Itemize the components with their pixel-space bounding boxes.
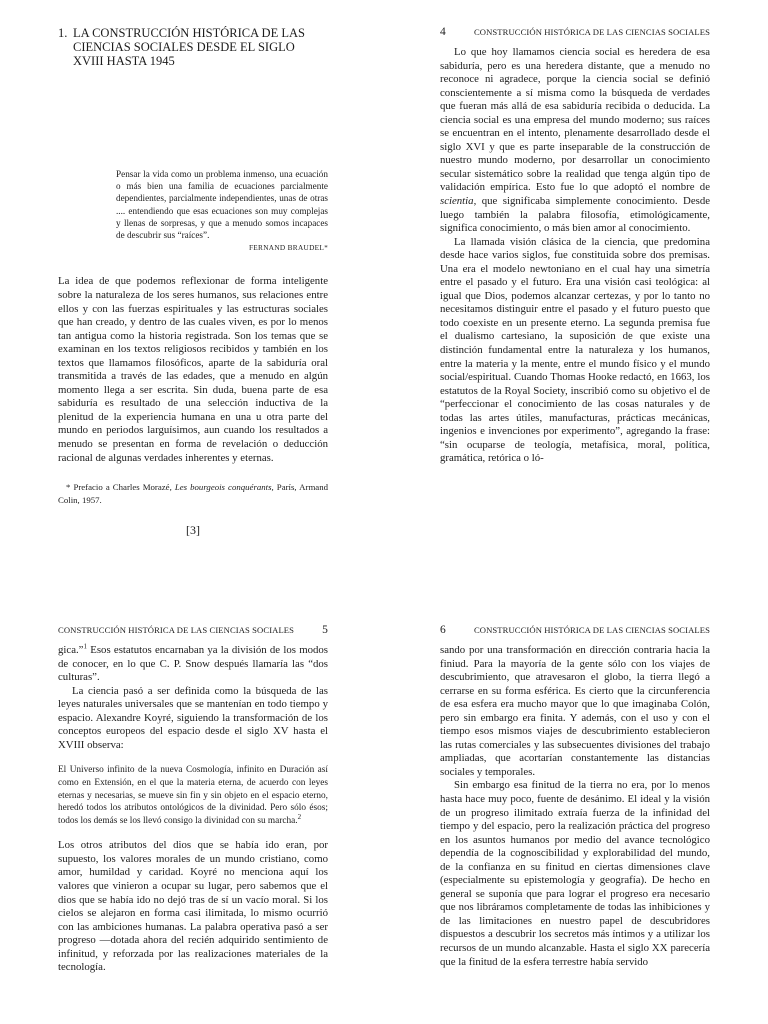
paragraph: La llamada visión clásica de la ciencia, que predomina desde hace varios siglos, fue constituida sobre dos premisas. Una era el modelo newtoniano en el cual hay una simetría entre el pasado y el futuro. Era una visión casi teológica: al igual que Dios, podemos alcanzar certezas, y por lo tanto no necesitamos distinguir entre el pasado y el futuro puesto que todo coexiste en un presente eterno. La segunda premisa fue el dualismo cartesiano, la suposición de que existe una distinción fundamental entre la naturaleza y los humanos, entre la materia y la mente, entre el mundo físico y el mundo social/espiritual. Cuando Thomas Hooke redactó, en 1663, los estatutos de la Royal Society, inscribió como su objetivo el de “perfeccionar el conocimiento de las cosas naturales y de todas las artes útiles, manufacturas, prácticas mecánicas, ingenios e invenciones por experimento”, agregando la frase: “sin ocuparse de teología, metafísica, moral, política, gramática, retórica o ló- [440,235,710,465]
paragraph: La idea de que podemos reflexionar de forma inteligente sobre la naturaleza de los seres humanos, sus relaciones entre ellos y con las fuerzas espirituales y las estructuras sociales que han creado, y dentro de las cuales viven, es por lo menos tan antigua como la historia registrada. Son los temas que se examinan en los textos religiosos recibidos y también en los textos que llamamos filosóficos, aparte de la sabiduría oral transmitida a través de las edades, que a menudo en algún momento llega a ser escrita. Sin duda, buena parte de esa sabiduría es resultado de una selección inductiva de la plenitud de la experiencia humana en una u otra parte del mundo en periodos larguísimos, aun cuando los resultados a menudo se presentan en forma de revelación o deducción racional de algunas verdades inherentes y eternas. [58,275,328,464]
epigraph-author [116,242,328,254]
paragraph: La ciencia pasó a ser definida como la búsqueda de las leyes naturales universales que se mantenían en todo tiempo y espacio. Alexandre Koyré, siguiendo la transformación de los conceptos europeos del espacio desde el siglo XV hasta el XVIII observa: [58,684,328,751]
quote-text: El Universo infinito de la nueva Cosmología, infinito en Duración así como en Extensión, en el que la materia eterna, de acuerdo con leyes eternas y necesarias, se mueve sin fin y sin objeto en el espacio eterno, heredó todos los atributos ontológicos de la divinidad. Pero sólo ésos; todos los demás se los llevó consigo la divinidad con su marcha. [58,765,328,826]
paragraph-text: que significaba simplemente conocimiento. Desde luego también la palabra filosofía, etimológicamente, significa conocimiento, o más bien amor al conocimiento. [440,195,710,235]
running-header [58,624,328,636]
epigraph [116,168,328,254]
paragraph: Sin embargo esa finitud de la tierra no era, por lo menos hasta hace muy poco, fuente de desánimo. El ideal y la visión de un progreso ilimitado extraía fuerza de la infinidad del tiempo y del espacio, pero la realización práctica del progreso en los asuntos humanos por medio del avance tecnológico dependía de la cognoscibilidad y explorabilidad del mundo, de la confianza en su finitud en ciertas dimensiones clave (especialmente su epistemología y geografía). De hecho en general se suponía que para lograr el progreso era necesario que nos libráramos completamente de todas las inhibiciones y de las limitaciones en nuestro papel de descubridores dispuestos a descubrir los secretos más íntimos y a utilizar los recursos de un mundo alcanzable. Hasta el siglo XX parecería que la finitud de la esfera terrestre había servido [440,779,710,968]
page-number: 4 [440,26,446,38]
running-head-title: CONSTRUCCIÓN HISTÓRICA DE LAS CIENCIAS SOCIALES [58,625,295,635]
page-4 [440,26,710,586]
footnote-book-title: Les bourgeois conquérants, [174,482,274,493]
paragraph [58,644,328,685]
page-number: 5 [322,624,328,636]
italic-term: scientia, [440,195,477,208]
paragraph-text: gica.” [58,644,84,656]
paragraph [440,46,710,236]
page-5 [58,624,328,1024]
paragraph: Los otros atributos del dios que se había ido eran, por supuesto, los valores morales de un mundo cristiano, como amor, humildad y caridad. Koyré no menciona aquí los valores que vinieron a ocupar su lugar, pero sabemos que el dios que se había ido no dejó tras de sí un vacío moral. Si los cielos se alejaron en forma casi ilimitada, lo mismo ocurrió con las ambiciones humanas. La palabra operativa pasó a ser progreso —dotada ahora del recién adquirido sentimiento de infinitud, y reforzada por las realizaciones materiales de la tecnología. [58,839,328,974]
running-head-title: CONSTRUCCIÓN HISTÓRICA DE LAS CIENCIAS SOCIALES [473,27,710,37]
page-3 [58,26,328,586]
page-6 [440,624,710,1024]
paragraph: sando por una transformación en dirección contraria hacia la finiud. Para la mayoría de la gente sólo con los viajes de descubrimiento, que atravesaron el globo, la tierra llegó a cerrarse en su forma esférica. Es cierto que la circunferencia de esa esfera era mucho mayor que lo que imaginaba Colón, pero sin embargo era finita. Y además, con el uso y con el tiempo esos mismos viajes de descubrimiento establecieron las rutas comerciales y las subsecuentes divisiones del trabajo ampliadas, que acortarían constantemente las distancias sociales y temporales. [440,644,710,778]
epigraph-author-name: FERNAND BRAUDEL [248,243,325,253]
page-number: 6 [440,624,446,636]
footnote-text-post: París, Armand Colin, 1957. [58,482,328,506]
chapter-number: 1. [58,26,68,40]
paragraph-text: Lo que hoy llamamos ciencia social es heredera de esa sabiduría, pero es una heredera distante, que a menudo no reconoce ni agradece, porque la ciencia social se definió conscientemente a sí misma como la búsqueda de verdades que fueran más allá de esa sabiduría recibida o deducida. La ciencia social es una empresa del mundo moderno; sus raíces se encuentran en el intento, plenamente desarrollado desde el siglo XVI y que es parte inseparable de la construcción de nuestro mundo moderno, por desarrollar un conocimiento secular sistemático sobre la realidad que tenga algún tipo de validación empírica. Esto fue lo que adoptó el nombre de [440,46,710,194]
footnote-text-pre: * Prefacio a Charles Morazé, [66,482,172,493]
chapter-title-text: LA CONSTRUCCIÓN HISTÓRICA DE LAS CIENCIAS SOCIALES DESDE EL SIGLO XVIII HASTA 1945 [73,26,305,68]
footnote-ref: 1 [83,642,87,651]
epigraph-text: Pensar la vida como un problema inmenso, una ecuación o más bien una familia de ecuaciones parcialmente dependientes, parcialmente independientes, unas de otras .... entendiendo que esas ecuaciones son muy complejas y llenas de sorpresas, y que a menudo somos incapaces de descubrir sus “raíces”. [116,169,328,241]
chapter-title [58,26,328,68]
running-header [440,26,710,38]
paragraph-text: Esos estatutos encarnaban ya la división de los modos de conocer, en lo que C. P. Snow después llamaría las “dos culturas”. [58,644,328,684]
footnote-ref: 2 [297,812,302,821]
running-header [440,624,710,636]
footnote [58,481,328,507]
running-head-title: CONSTRUCCIÓN HISTÓRICA DE LAS CIENCIAS SOCIALES [473,625,710,635]
epigraph-footnote-mark: * [324,244,328,253]
block-quote [58,764,328,827]
page-number: [3] [186,523,200,538]
